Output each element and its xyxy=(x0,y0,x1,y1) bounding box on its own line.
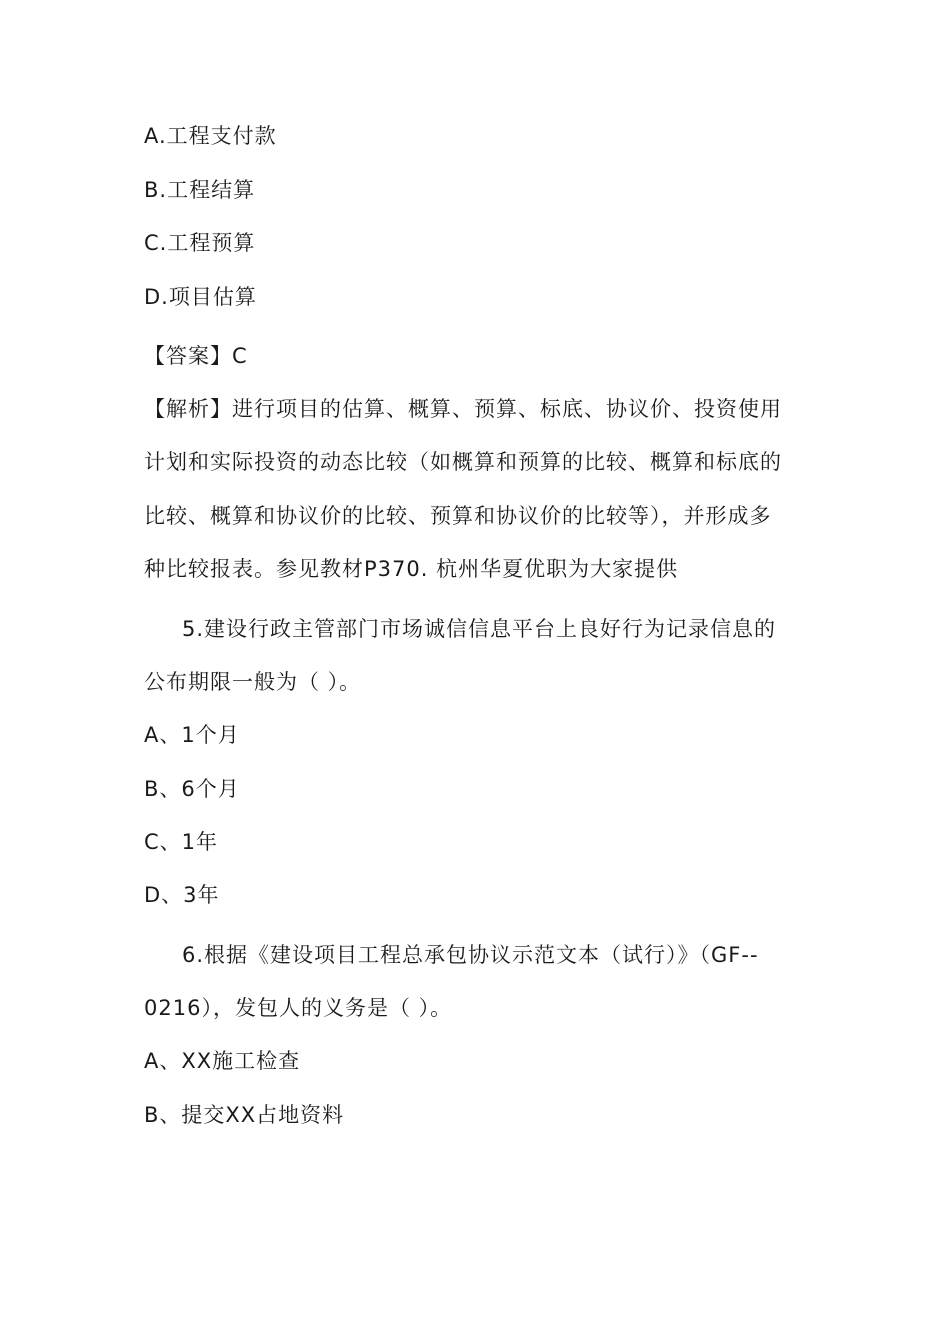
q5-option-a: A、1个月 xyxy=(144,723,240,747)
q4-answer: 【答案】C xyxy=(144,344,248,368)
q4-analysis-line-3: 比较、概算和协议价的比较、预算和协议价的比较等），并形成多 xyxy=(144,504,772,528)
q6-stem-line-1: 6.根据《建设项目工程总承包协议示范文本（试行）》（GF-- xyxy=(182,943,759,967)
q4-option-a: A.工程支付款 xyxy=(144,124,277,148)
q5-option-c: C、1年 xyxy=(144,830,219,854)
q4-option-d: D.项目估算 xyxy=(144,285,257,309)
q5-option-b: B、6个月 xyxy=(144,777,240,801)
q5-stem-line-2: 公布期限一般为（ ）。 xyxy=(144,670,362,694)
q6-option-a: A、XX施工检查 xyxy=(144,1049,301,1073)
q4-option-c: C.工程预算 xyxy=(144,231,256,255)
q6-option-b: B、提交XX占地资料 xyxy=(144,1103,345,1127)
q4-analysis-line-2: 计划和实际投资的动态比较（如概算和预算的比较、概算和标底的 xyxy=(144,450,782,474)
q5-stem-line-1: 5.建设行政主管部门市场诚信信息平台上良好行为记录信息的 xyxy=(182,617,777,641)
q4-option-b: B.工程结算 xyxy=(144,178,256,202)
q4-analysis-line-1: 【解析】进行项目的估算、概算、预算、标底、协议价、投资使用 xyxy=(144,397,782,421)
q4-analysis-line-4: 种比较报表。参见教材P370. 杭州华夏优职为大家提供 xyxy=(144,557,679,581)
q6-stem-line-2: 0216），发包人的义务是（ ）。 xyxy=(144,996,453,1020)
q5-option-d: D、3年 xyxy=(144,883,220,907)
